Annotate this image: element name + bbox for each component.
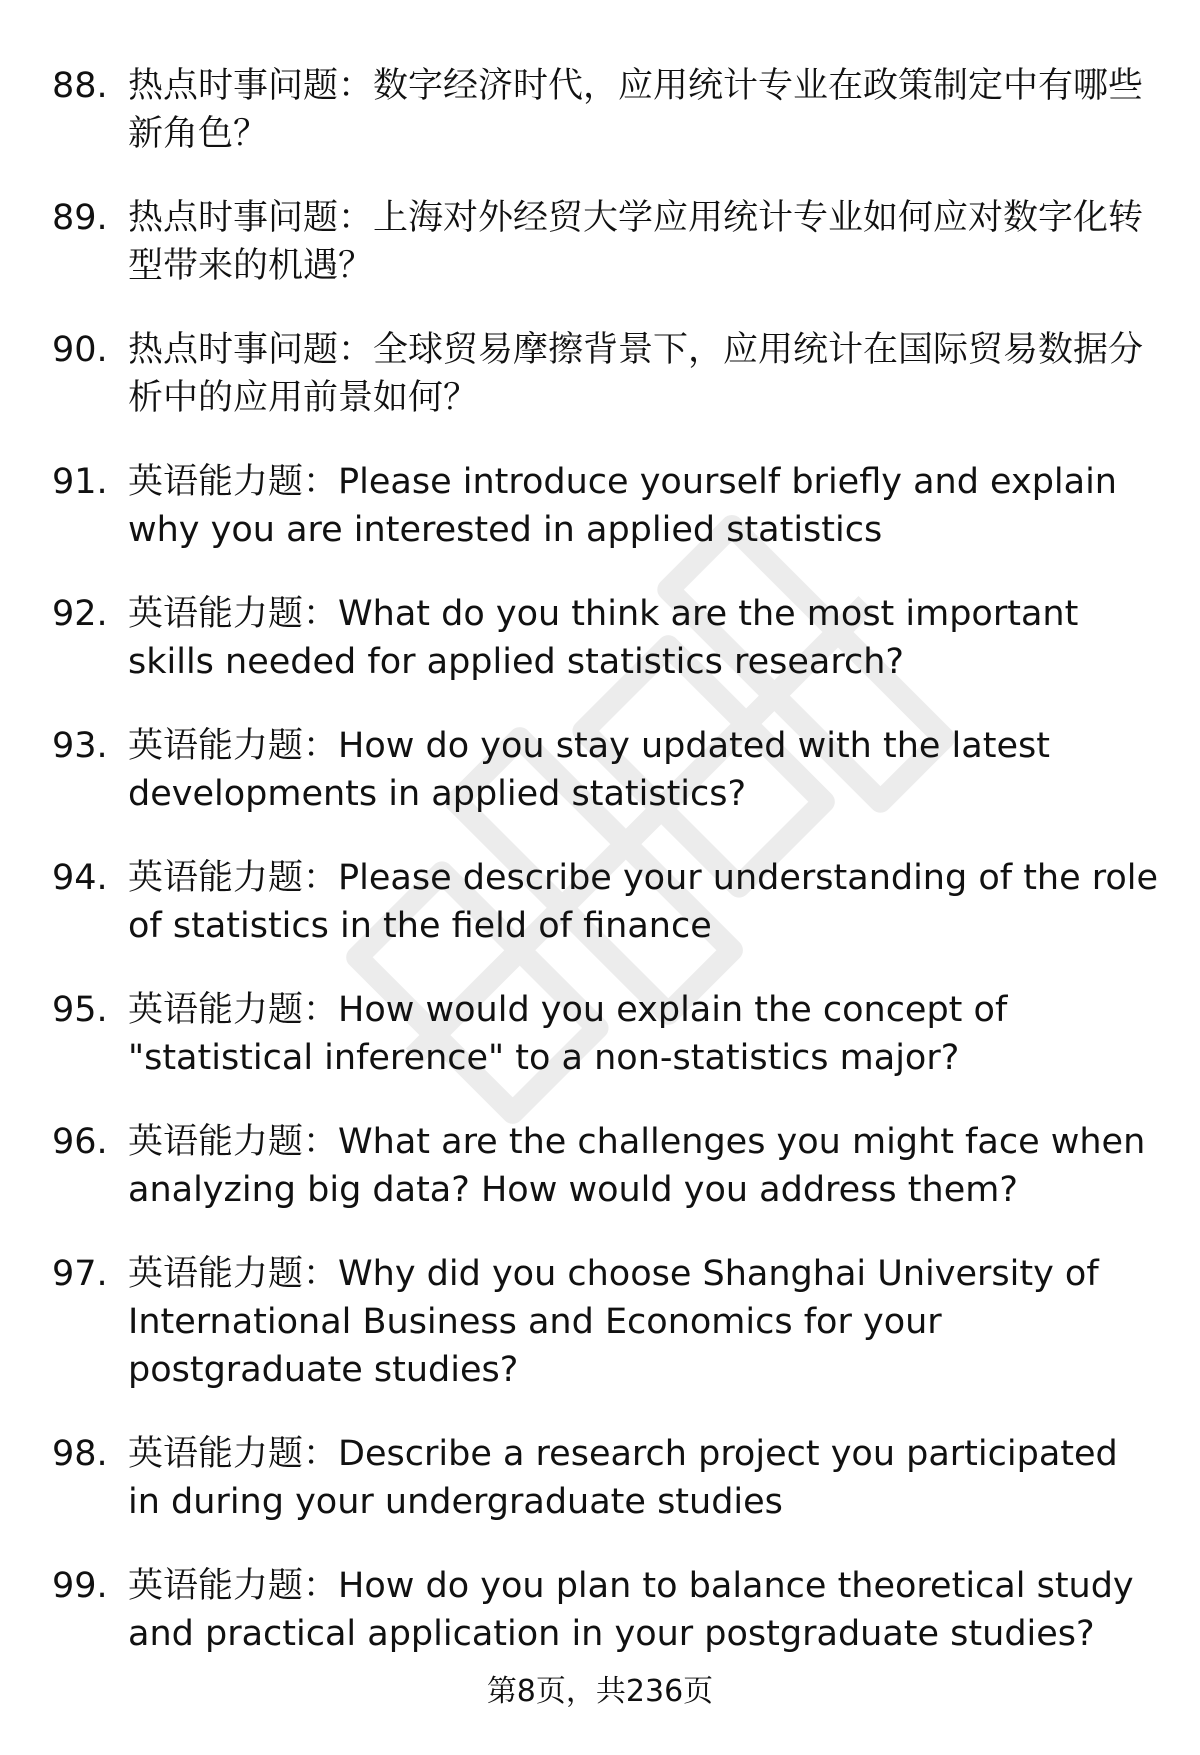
- question-separator: ：: [303, 1254, 339, 1294]
- question-number: 91.: [52, 462, 108, 502]
- question-number: 93.: [52, 726, 108, 766]
- question-category: 热点时事问题: [128, 330, 339, 370]
- list-item: [0, 1250, 1200, 1394]
- question-text: 数字经济时代，应用统计专业在政策制定中有哪些新角色？: [128, 66, 1144, 154]
- question-number: 99.: [52, 1566, 108, 1606]
- question-text: How would you explain the concept of "statistical inference" to a non-statistics major?: [128, 990, 1008, 1078]
- question-number: 96.: [52, 1122, 108, 1162]
- question-number: 95.: [52, 990, 108, 1030]
- question-number: 90.: [52, 330, 108, 370]
- question-separator: ：: [303, 594, 339, 634]
- list-item: [0, 1562, 1200, 1658]
- question-separator: ：: [303, 726, 339, 766]
- question-separator: ：: [303, 1566, 339, 1606]
- question-number: 98.: [52, 1434, 108, 1474]
- question-category: 英语能力题: [128, 1566, 304, 1606]
- list-item: [0, 854, 1200, 950]
- page-footer: 第8页，共236页: [486, 1674, 714, 1709]
- question-separator: ：: [303, 1434, 339, 1474]
- question-separator: ：: [303, 1122, 339, 1162]
- question-text: 全球贸易摩擦背景下，应用统计在国际贸易数据分析中的应用前景如何？: [128, 330, 1144, 418]
- question-text: How do you plan to balance theoretical study and practical application in your postgraduate studies?: [128, 1566, 1134, 1654]
- question-number: 92.: [52, 594, 108, 634]
- question-number: 88.: [52, 66, 108, 106]
- list-item: [0, 722, 1200, 818]
- question-text: What do you think are the most important skills needed for applied statistics research?: [128, 594, 1079, 682]
- list-item: [0, 590, 1200, 686]
- question-text: How do you stay updated with the latest developments in applied statistics?: [128, 726, 1050, 814]
- list-item: [0, 458, 1200, 554]
- list-item: [0, 326, 1200, 422]
- question-category: 英语能力题: [128, 858, 304, 898]
- list-item: [0, 1118, 1200, 1214]
- question-separator: ：: [338, 330, 374, 370]
- question-category: 英语能力题: [128, 726, 304, 766]
- question-category: 英语能力题: [128, 1254, 304, 1294]
- list-item: [0, 1430, 1200, 1526]
- question-text: What are the challenges you might face when analyzing big data? How would you address them?: [128, 1122, 1146, 1210]
- question-category: 热点时事问题: [128, 66, 339, 106]
- question-separator: ：: [303, 858, 339, 898]
- question-text: Why did you choose Shanghai University of International Business and Economics for your postgraduate studies?: [128, 1254, 1099, 1390]
- question-separator: ：: [338, 198, 374, 238]
- question-category: 英语能力题: [128, 594, 304, 634]
- question-separator: ：: [303, 990, 339, 1030]
- question-text: Please describe your understanding of the role of statistics in the field of finance: [128, 858, 1159, 946]
- question-text: 上海对外经贸大学应用统计专业如何应对数字化转型带来的机遇？: [128, 198, 1144, 286]
- list-item: [0, 62, 1200, 158]
- question-category: 英语能力题: [128, 1122, 304, 1162]
- question-text: Please introduce yourself briefly and explain why you are interested in applied statistics: [128, 462, 1117, 550]
- question-list: [0, 62, 1200, 1694]
- question-separator: ：: [338, 66, 374, 106]
- list-item: [0, 986, 1200, 1082]
- list-item: [0, 194, 1200, 290]
- question-number: 89.: [52, 198, 108, 238]
- question-category: 热点时事问题: [128, 198, 339, 238]
- question-number: 94.: [52, 858, 108, 898]
- question-separator: ：: [303, 462, 339, 502]
- question-category: 英语能力题: [128, 462, 304, 502]
- question-category: 英语能力题: [128, 990, 304, 1030]
- question-category: 英语能力题: [128, 1434, 304, 1474]
- question-number: 97.: [52, 1254, 108, 1294]
- question-text: Describe a research project you participated in during your undergraduate studies: [128, 1434, 1118, 1522]
